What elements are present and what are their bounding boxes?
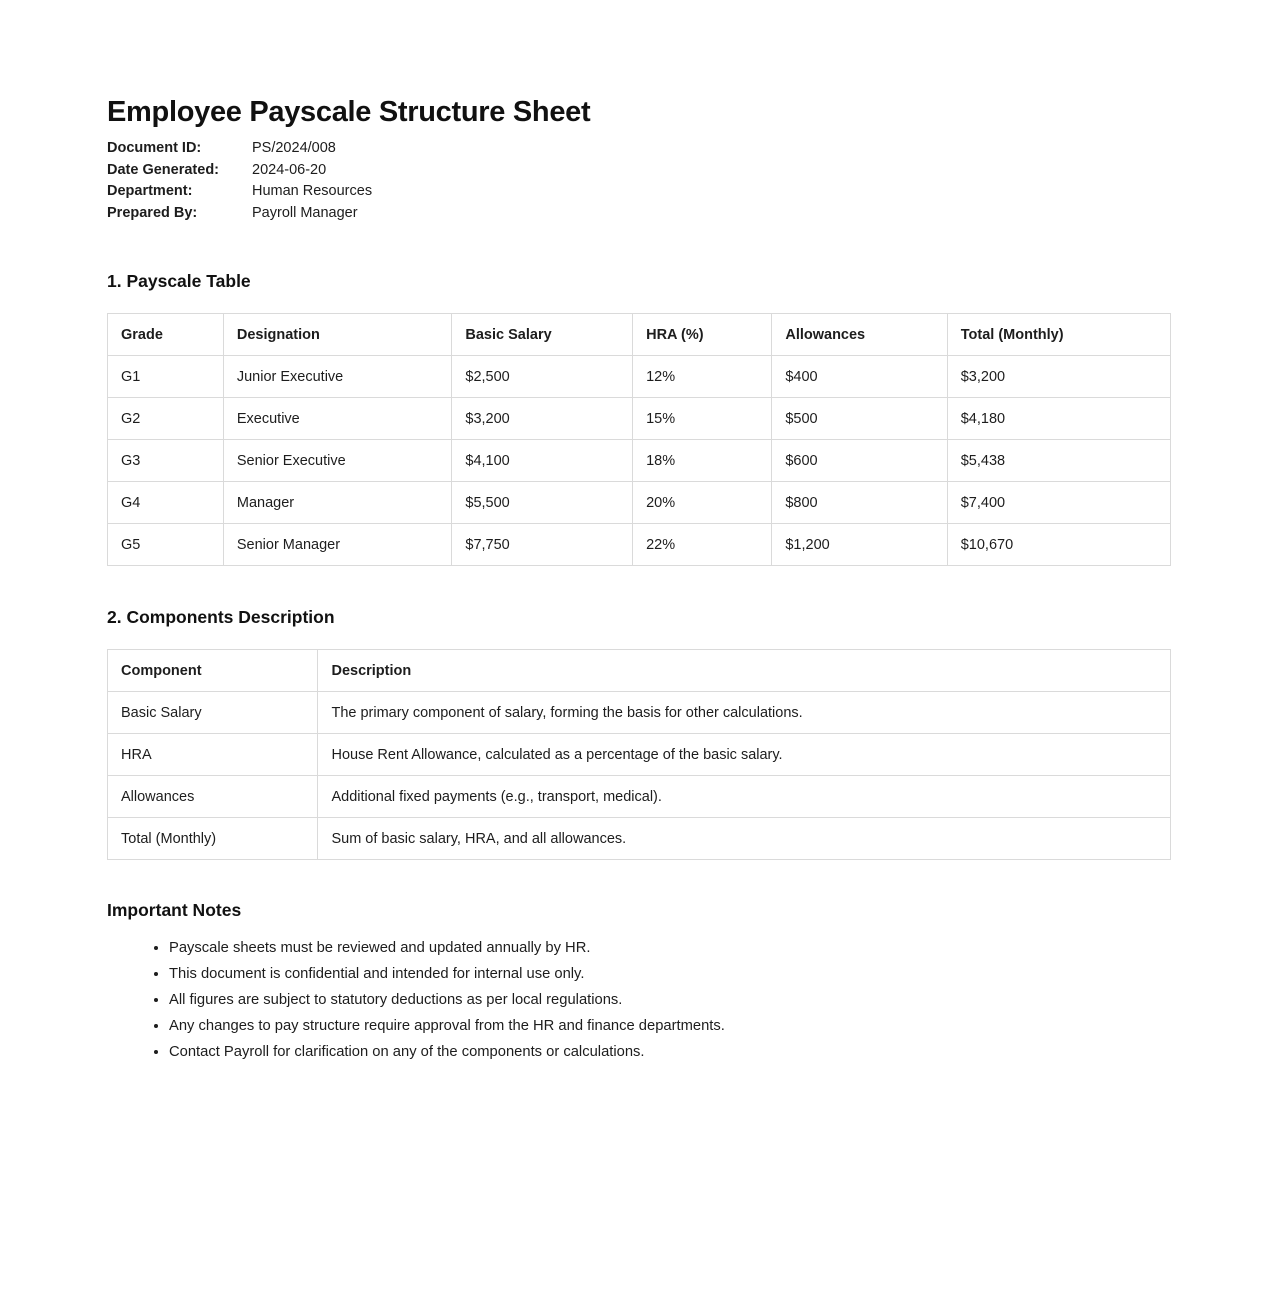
- table-cell: Junior Executive: [223, 356, 452, 398]
- components-section-heading: 2. Components Description: [107, 607, 335, 627]
- payscale-section-heading: 1. Payscale Table: [107, 271, 251, 291]
- table-cell: $10,670: [947, 524, 1170, 566]
- meta-row-department: [107, 181, 1171, 203]
- header-cell-basic-salary: Basic Salary: [452, 314, 633, 356]
- note-item: • Contact Payroll for clarification on any of the components or calculations.: [169, 1042, 1171, 1062]
- table-cell: 22%: [633, 524, 772, 566]
- table-cell: Basic Salary: [108, 692, 318, 734]
- table-header-row: [108, 650, 1171, 692]
- table-cell: $400: [772, 356, 947, 398]
- meta-value: 2024-06-20: [252, 161, 327, 178]
- table-cell: 20%: [633, 482, 772, 524]
- table-cell: $1,200: [772, 524, 947, 566]
- table-cell: G2: [108, 398, 224, 440]
- table-cell: HRA: [108, 734, 318, 776]
- notes-section-heading: Important Notes: [107, 900, 242, 920]
- table-cell: Additional fixed payments (e.g., transport, medical).: [318, 776, 1171, 818]
- table-cell: Sum of basic salary, HRA, and all allowances.: [318, 818, 1171, 860]
- header-cell-total-monthly: Total (Monthly): [947, 314, 1170, 356]
- table-cell: $4,100: [452, 440, 633, 482]
- components-table: [107, 649, 1171, 860]
- table-cell: The primary component of salary, forming the basis for other calculations.: [318, 692, 1171, 734]
- note-item: • This document is confidential and intended for internal use only.: [169, 964, 1171, 984]
- table-row: [108, 818, 1171, 860]
- meta-value: Human Resources: [252, 183, 373, 199]
- table-header-row: [108, 314, 1171, 356]
- table-cell: Senior Manager: [223, 524, 452, 566]
- header-cell-grade: Grade: [108, 314, 224, 356]
- table-cell: $800: [772, 482, 947, 524]
- table-cell: 18%: [633, 440, 772, 482]
- meta-row-date-generated: [107, 160, 1171, 182]
- table-cell: Total (Monthly): [108, 818, 318, 860]
- table-row: [108, 482, 1171, 524]
- header-cell-description: Description: [318, 650, 1171, 692]
- table-cell: $5,500: [452, 482, 633, 524]
- meta-label: Document ID:: [107, 140, 202, 156]
- table-cell: 15%: [633, 398, 772, 440]
- document-meta: [107, 138, 1171, 224]
- page-title: Employee Payscale Structure Sheet: [107, 96, 591, 128]
- table-cell: $4,180: [947, 398, 1170, 440]
- table-cell: $3,200: [452, 398, 633, 440]
- table-row: [108, 692, 1171, 734]
- table-cell: Manager: [223, 482, 452, 524]
- table-cell: G5: [108, 524, 224, 566]
- table-cell: Allowances: [108, 776, 318, 818]
- table-row: [108, 776, 1171, 818]
- header-cell-designation: Designation: [223, 314, 452, 356]
- meta-row-prepared-by: [107, 203, 1171, 225]
- table-row: [108, 734, 1171, 776]
- notes-list: [107, 938, 1171, 1062]
- table-cell: $3,200: [947, 356, 1170, 398]
- note-item: • Any changes to pay structure require approval from the HR and finance departments.: [169, 1016, 1171, 1036]
- table-cell: $7,750: [452, 524, 633, 566]
- meta-row-document-id: [107, 138, 1171, 160]
- header-cell-hra: HRA (%): [633, 314, 772, 356]
- table-cell: Executive: [223, 398, 452, 440]
- table-cell: G4: [108, 482, 224, 524]
- table-cell: 12%: [633, 356, 772, 398]
- header-cell-component: Component: [108, 650, 318, 692]
- meta-label: Date Generated:: [107, 161, 220, 178]
- meta-value: Payroll Manager: [252, 204, 358, 221]
- table-row: [108, 398, 1171, 440]
- table-cell: G1: [108, 356, 224, 398]
- note-item: • Payscale sheets must be reviewed and updated annually by HR.: [169, 938, 1171, 958]
- table-cell: G3: [108, 440, 224, 482]
- table-cell: $500: [772, 398, 947, 440]
- header-cell-allowances: Allowances: [772, 314, 947, 356]
- table-row: [108, 356, 1171, 398]
- payscale-table: [107, 313, 1171, 566]
- note-item: • All figures are subject to statutory deductions as per local regulations.: [169, 990, 1171, 1010]
- table-cell: House Rent Allowance, calculated as a percentage of the basic salary.: [318, 734, 1171, 776]
- table-row: [108, 440, 1171, 482]
- table-cell: $7,400: [947, 482, 1170, 524]
- table-row: [108, 524, 1171, 566]
- table-cell: $2,500: [452, 356, 633, 398]
- meta-label: Prepared By:: [107, 204, 198, 221]
- meta-label: Department:: [107, 183, 193, 199]
- table-cell: $5,438: [947, 440, 1170, 482]
- meta-value: PS/2024/008: [252, 140, 336, 156]
- table-cell: $600: [772, 440, 947, 482]
- table-cell: Senior Executive: [223, 440, 452, 482]
